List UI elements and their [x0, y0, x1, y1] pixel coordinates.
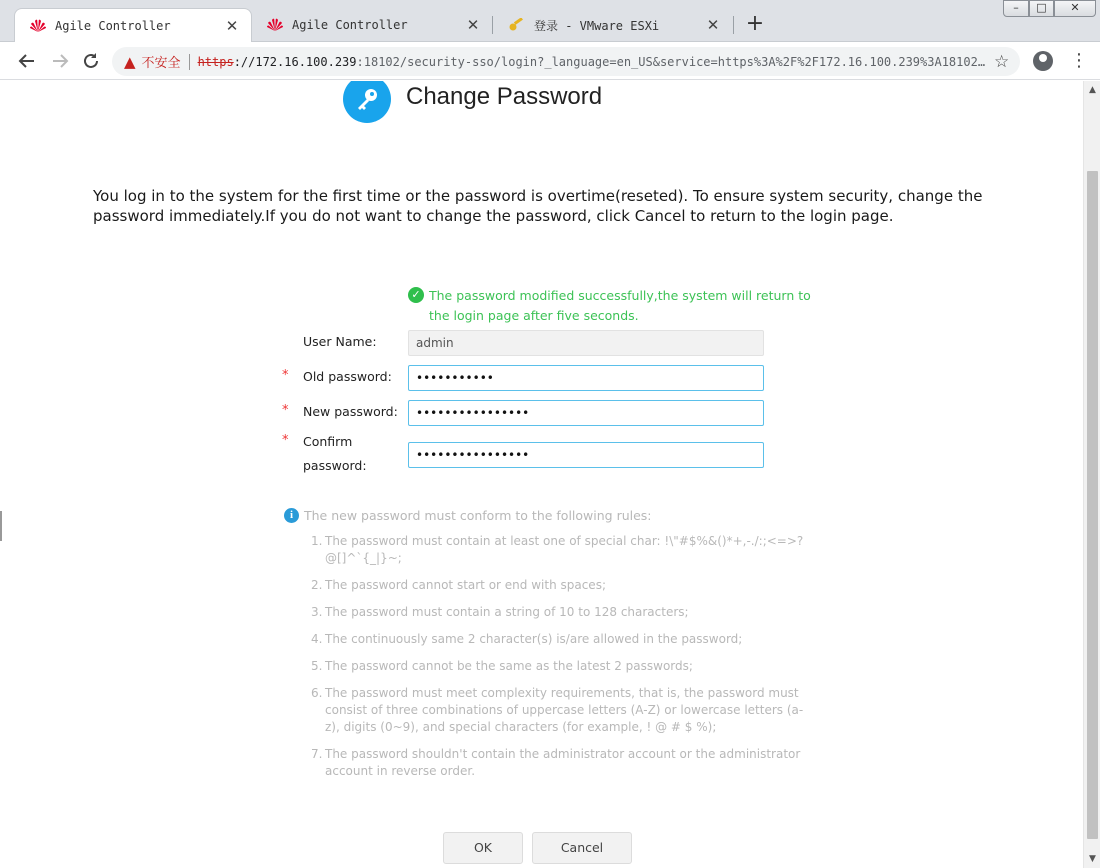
tab-separator [733, 16, 734, 34]
success-message-text: The password modified successfully,the system will return to the login page after five seconds. [429, 288, 811, 323]
rule-item [284, 685, 804, 736]
confirm-password-field[interactable] [408, 442, 764, 468]
back-arrow-icon [16, 50, 38, 72]
rule-item [284, 577, 804, 594]
info-icon: i [284, 508, 299, 523]
close-tab-icon[interactable]: ✕ [225, 17, 239, 35]
bookmark-star-icon[interactable]: ☆ [994, 52, 1010, 72]
rule-text: The password must contain at least one of special char: !\"#$%&()*+,-./:;<=>?@[]^`{_|}~; [325, 534, 804, 565]
tab-agile-controller-1[interactable] [14, 8, 252, 43]
key-icon [508, 18, 526, 32]
tab-title: 登录 - VMware ESXi [534, 18, 660, 33]
scroll-up-arrow-icon[interactable]: ▲ [1089, 85, 1096, 95]
intro-text: You log in to the system for the first time or the password is overtime(reseted). To ensure system security, change the password immediately.If you do not want to change the password, click Cancel to return to the login page. [93, 187, 983, 225]
scroll-down-arrow-icon[interactable]: ▼ [1089, 854, 1096, 864]
url-path: :18102/security-sso/login?_language=en_US&service=https%3A%2F%2F172.16.100.239%3A18102… [356, 54, 986, 69]
rule-text: The password must meet complexity requirements, that is, the password must consist of three combinations of uppercase letters (A-Z) or lowercase letters (a-z), digits (0~9), and special characters (for example, ! @ # $ %); [325, 686, 804, 734]
page-viewport [0, 81, 1083, 868]
rules-heading [284, 507, 824, 524]
back-button[interactable] [16, 50, 38, 72]
scroll-thumb[interactable] [1087, 171, 1098, 839]
rule-text: The password must contain a string of 10 to 128 characters; [325, 605, 689, 619]
rule-text: The password cannot be the same as the latest 2 passwords; [325, 659, 693, 673]
url-scheme: https [197, 54, 234, 69]
tab-title: Agile Controller [55, 19, 171, 33]
rule-item [284, 746, 804, 780]
page-title: Change Password [406, 83, 603, 110]
vertical-scrollbar[interactable] [1083, 81, 1100, 868]
close-tab-icon[interactable]: ✕ [706, 16, 720, 34]
ok-button[interactable]: OK [443, 832, 523, 864]
rule-text: The password cannot start or end with spaces; [325, 578, 606, 592]
close-tab-icon[interactable]: ✕ [466, 16, 480, 34]
rule-item [284, 658, 804, 675]
rule-number: 7. [311, 747, 323, 761]
rule-number: 3. [311, 605, 323, 619]
password-rules [284, 507, 824, 790]
rules-heading-text: The new password must conform to the following rules: [304, 508, 652, 523]
rule-text: The continuously same 2 character(s) is/are allowed in the password; [325, 632, 743, 646]
required-mark: * [282, 368, 289, 383]
address-bar[interactable] [112, 47, 1020, 76]
tab-separator [492, 16, 493, 34]
tab-title: Agile Controller [292, 18, 408, 32]
cancel-button[interactable]: Cancel [532, 832, 632, 864]
rule-number: 5. [311, 659, 323, 673]
old-password-label: Old password: [303, 369, 392, 384]
omnibox-divider [189, 54, 190, 70]
username-label: User Name: [303, 334, 377, 349]
tab-strip [0, 0, 1100, 42]
security-label[interactable]: 不安全 [141, 56, 181, 71]
url-host: ://172.16.100.239 [233, 54, 357, 69]
tab-vmware-esxi[interactable] [494, 8, 732, 42]
new-password-field[interactable] [408, 400, 764, 426]
required-mark: * [282, 433, 289, 448]
tab-agile-controller-2[interactable] [252, 8, 492, 42]
rule-number: 2. [311, 578, 323, 592]
close-window-button[interactable]: ✕ [1054, 0, 1096, 17]
warning-icon: ▲ [124, 52, 136, 71]
reload-icon [80, 50, 102, 72]
rule-text: The password shouldn't contain the administrator account or the administrator account in reverse order. [325, 747, 801, 778]
rule-number: 6. [311, 686, 323, 700]
huawei-logo-icon [266, 18, 284, 32]
rule-item [284, 631, 804, 648]
browser-toolbar [0, 42, 1100, 80]
huawei-logo-icon [29, 19, 47, 33]
check-circle-icon: ✓ [408, 287, 424, 303]
menu-dots-icon[interactable]: ⋮ [1070, 50, 1088, 71]
rule-number: 4. [311, 632, 323, 646]
forward-button[interactable] [49, 50, 71, 72]
page-edge-marker [0, 511, 2, 541]
rule-item [284, 604, 804, 621]
success-message [408, 286, 828, 326]
maximize-button[interactable]: □ [1029, 0, 1054, 17]
old-password-field[interactable] [408, 365, 764, 391]
confirm-password-label-line2: password: [303, 458, 367, 473]
new-password-label: New password: [303, 404, 398, 419]
key-icon [343, 81, 391, 123]
required-mark: * [282, 403, 289, 418]
rule-number: 1. [311, 534, 323, 548]
reload-button[interactable] [80, 50, 102, 72]
minimize-button[interactable]: – [1003, 0, 1029, 17]
username-field [408, 330, 764, 356]
confirm-password-label-line1: Confirm [303, 434, 353, 449]
profile-avatar-icon[interactable] [1033, 51, 1053, 71]
forward-arrow-icon [49, 50, 71, 72]
new-tab-button[interactable]: + [745, 11, 765, 36]
rule-item [284, 533, 804, 567]
